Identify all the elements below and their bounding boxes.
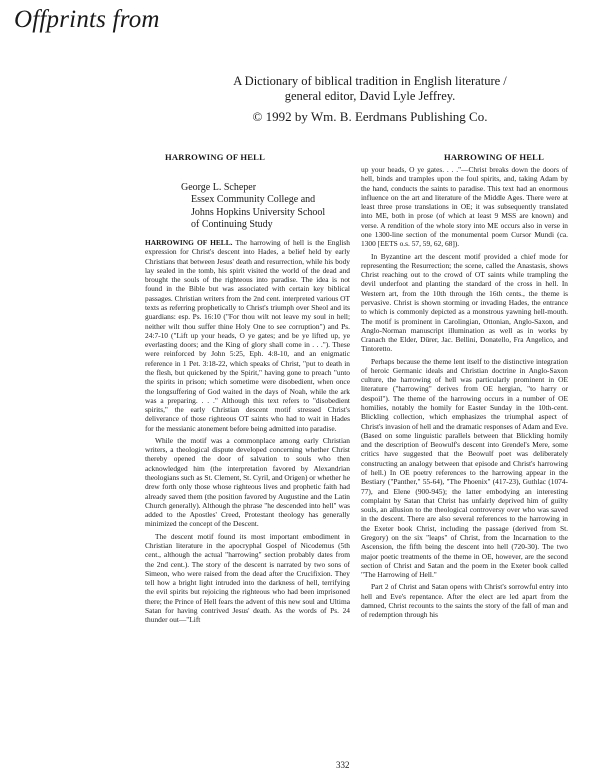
running-head-right: HARROWING OF HELL (444, 152, 545, 162)
author-affiliation-1: Essex Community College and (191, 194, 316, 206)
running-head-left: HARROWING OF HELL (165, 152, 266, 162)
copyright-line: © 1992 by Wm. B. Eerdmans Publishing Co. (252, 109, 488, 124)
dictionary-title-line: A Dictionary of biblical tradition in English literature / (233, 74, 507, 88)
author-affiliation-3: of Continuing Study (191, 219, 273, 231)
author-block (181, 182, 325, 232)
right-column (361, 165, 568, 758)
right-paragraph-2: In Byzantine art the descent motif provided a chief mode for representing the Resurrection; the scene, called the Anastasis, shows Christ reaching out to the crowd of OT saints while trampling the devil underfoot and planting the standard of the cross in hell. In Western art, from the 10th through the 16th cents., the theme is pervasive. Christ is shown storming or invading Hades, the entrance to which is commonly depicted as a monstrous yawning hell-mouth. The motif is prominent in Carolingian, Ottonian, Anglo-Saxon, and Anglo-Norman manuscript illumination as well as in works by Cranach the Elder, Dürer, Jac. Bellini, Donatello, Fra Angelico, and Tintoretto. (361, 251, 568, 354)
left-paragraph-3: The descent motif found its most important embodiment in Christian literature in the apocryphal Gospel of Nicodemus (5th cent., although the actual "harrowing" section probably dates from the 2nd cent.). The story of the descent is narrated by two sons of Simeon, who were raised from the dead after the Crucifixion. They tell how a bright light intruded into the darkness of hell, terrifying the evil spirits but rejoicing the righteous who had been imprisoned there; the Prince of Hell fears the advent of this new soul and Ultima Satan for having contrived Jesus' death. As the words of Ps. 24 thunder out—"Lift (145, 531, 350, 625)
entry-headword: HARROWING OF HELL. (145, 238, 233, 247)
left-column (145, 238, 350, 758)
offprints-title: Offprints from (14, 6, 160, 33)
right-paragraph-4: Part 2 of Christ and Satan opens with Christ's sorrowful entry into hell and Eve's repentance. After the elect are led apart from the damned, Christ recounts to the saints the story of the fall of man and of redemption through his (361, 582, 568, 620)
author-affiliation-2: Johns Hopkins University School (191, 206, 326, 218)
right-paragraph-3: Perhaps because the theme lent itself to the distinctive integration of heroic Germanic ideals and Christian doctrine in Anglo-Saxon culture, the harrowing of hell was particularly prominent in OE literature ("harrowing" derives from OE hergian, "to harry or despoil"). The theme of the harrowing occurs in a number of OE homilies, notably the homily for Easter Sunday in the 10th-cent. Blickling collection, which emphasizes the triumphal aspect of Christ's invasion of hell and the dramatic responses of Adam and Eve. (Based on some linguistic parallels between that Blickling homily and the description of Beowulf's descent into Grendel's Mere, some critics have suggested that the Beowulf poet was deliberately constructing an analogy between that episode and Christ's harrowing of hell.) In OE poetry references to the harrowing appear in the Bestiary ("Panther," 55-64), "The Phoenix" (417-23), Guthlac (1074-77), and Elene (900-945); the latter embodying an interesting complaint by Satan that Christ has unfairly deprived him of guilty souls, an allusion to the theological controversy over who was saved in the descent. There are also several references to the harrowing in the Exeter book Christ, including the passage (derived from St. Gregory) on the six "leaps" of Christ, from the Incarnation to the Ascension, the fifth being the descent into hell (720-30). The two major poetic treatments of the theme in OE, however, are the second section of Christ and Satan and the poem in the Exeter book called "The Harrowing of Hell." (361, 356, 568, 580)
left-paragraph-2: While the motif was a commonplace among early Christian writers, a theological dispute developed concerning whether Christ thereby opened the door of salvation to souls who then acknowledged him (the interpretation favored by Alexandrian theologians such as St. Clement, St. Cyril, and Origen) or whether he drew forth only those whose righteous lives and prophetic faith had already saved them (the position favored by Augustine and the Latin Church generally). Although the phrase "he descended into hell" was added to the Apostles' Creed, Protestant theology has generally minimized the concept of the Descent. (145, 435, 350, 529)
left-paragraph-1-text: The harrowing of hell is the English expression for Christ's descent into Hades, a belief held by early Christians that between Jesus' death and resurrection, while his body lay sealed in the tomb, his spirit visited the world of the dead and brought the souls of the righteous into paradise. The idea is not found in the Bible but was associated with certain key biblical passages. Christian writers from the 2nd cent. interpreted various OT texts as referring prophetically to Christ's triumph over Sheol and its guardians: esp. Ps. 16:10 ("For thou wilt not leave my soul in hell; neither wilt thou suffer thine Holy One to see corruption") and Ps. 24:7-10 ("Lift up your heads, O ye gates; and be ye lifted up, ye everlasting doors; and the King of glory shall come in . . ."). These were reinforced by John 5:25, Eph. 4:8-10, and an enigmatic reference in 1 Pet. 3:18-22, which speaks of Christ, "put to death in the flesh, but quickened by the Spirit," having gone to preach "unto the spirits in prison; which sometime were disobedient, when once the longsuffering of God waited in the days of Noah, while the ark was a preparing. . . ." Although this text refers to "disobedient spirits," the early Christian descent motif stressed Christ's deliverance of those righteous OT saints who had to wait in Hades for the messianic atonement before being admitted into paradise. (145, 238, 350, 433)
editor-line: general editor, David Lyle Jeffrey. (284, 89, 456, 103)
author-name: George L. Scheper (181, 182, 257, 193)
right-paragraph-1: up your heads, O ye gates. . . ."—Christ breaks down the doors of hell, binds and tramples upon the foul spirits, and, taking Adam by the hand, conducts the saints to paradise. This text had an enormous influence on the art and literature of the Middle Ages. There were at least three prose translations in OE; it was subsequently translated into ME, both in prose (of which at least 9 MSS are known) and verse. A rendition of the whole story into ME occurs also in verse in one 1300-line section of the monumental poem Cursor Mundi (ca. 1300 [EETS o.s. 57, 59, 62, 68]). (361, 165, 568, 249)
page-number: 332 (336, 760, 350, 770)
left-paragraph-1 (145, 238, 350, 433)
